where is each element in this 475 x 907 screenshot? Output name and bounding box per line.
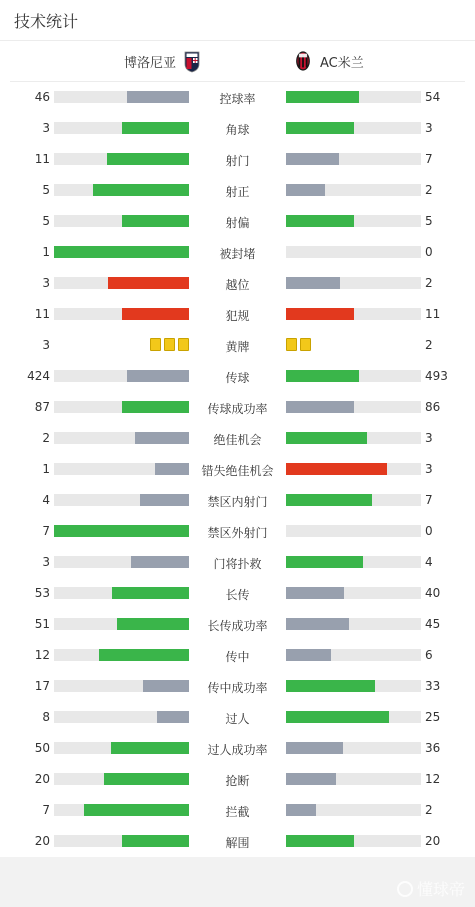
home-yellow-cards xyxy=(150,338,189,351)
home-value: 1 xyxy=(42,462,50,476)
home-bar-track xyxy=(54,370,189,382)
home-bar-track xyxy=(54,649,189,661)
home-bar-track xyxy=(54,618,189,630)
yellow-card-icon xyxy=(150,338,161,351)
stat-label: 传球 xyxy=(225,371,250,385)
home-bar-track xyxy=(54,122,189,134)
home-bar-track xyxy=(54,432,189,444)
stat-label: 角球 xyxy=(225,123,250,137)
home-bar-fill xyxy=(84,804,189,816)
stat-row xyxy=(0,640,475,671)
away-bar-track xyxy=(286,153,421,165)
away-bar-track xyxy=(286,246,421,258)
away-bar-fill xyxy=(286,463,387,475)
home-value: 12 xyxy=(34,648,50,662)
away-bar-fill xyxy=(286,711,389,723)
away-value: 11 xyxy=(425,307,441,321)
stat-row xyxy=(0,82,475,113)
stat-row xyxy=(0,764,475,795)
away-bar-fill xyxy=(286,370,359,382)
home-bar-fill xyxy=(99,649,189,661)
away-value: 5 xyxy=(425,214,433,228)
home-value: 11 xyxy=(34,307,50,321)
stat-label: 门将扑救 xyxy=(213,557,262,571)
home-bar-fill xyxy=(107,153,189,165)
stat-row xyxy=(0,268,475,299)
yellow-card-icon xyxy=(164,338,175,351)
home-bar-track xyxy=(54,277,189,289)
home-value: 3 xyxy=(42,121,50,135)
home-bar-track xyxy=(54,215,189,227)
home-value: 17 xyxy=(34,679,50,693)
stat-label: 越位 xyxy=(225,278,250,292)
home-bar-fill xyxy=(157,711,189,723)
away-bar-track xyxy=(286,122,421,134)
away-bar-track xyxy=(286,277,421,289)
stat-label: 错失绝佳机会 xyxy=(201,464,274,478)
home-bar-fill xyxy=(140,494,189,506)
away-value: 3 xyxy=(425,462,433,476)
away-bar-fill xyxy=(286,91,359,103)
home-bar-fill xyxy=(117,618,189,630)
stat-row xyxy=(0,175,475,206)
home-bar-fill xyxy=(54,246,189,258)
home-value: 53 xyxy=(34,586,50,600)
stat-label: 解围 xyxy=(225,836,250,850)
away-bar-track xyxy=(286,618,421,630)
home-bar-fill xyxy=(135,432,189,444)
away-bar-track xyxy=(286,401,421,413)
stat-row xyxy=(0,206,475,237)
home-value: 3 xyxy=(42,276,50,290)
home-bar-fill xyxy=(122,835,190,847)
away-bar-fill xyxy=(286,742,343,754)
home-bar-track xyxy=(54,711,189,723)
home-value: 424 xyxy=(27,369,50,383)
away-bar-fill xyxy=(286,277,340,289)
stat-row xyxy=(0,671,475,702)
away-bar-track xyxy=(286,463,421,475)
stat-label: 传中成功率 xyxy=(207,681,268,695)
home-team-name: 博洛尼亚 xyxy=(123,55,176,71)
away-bar-track xyxy=(286,711,421,723)
stat-row xyxy=(0,423,475,454)
away-value: 7 xyxy=(425,493,433,507)
away-team-name: AC米兰 xyxy=(320,55,364,71)
yellow-card-icon xyxy=(286,338,297,351)
stat-label: 长传 xyxy=(225,588,250,602)
away-bar-fill xyxy=(286,308,354,320)
stat-label: 射偏 xyxy=(225,216,250,230)
away-bar-track xyxy=(286,835,421,847)
ac-milan-crest-icon xyxy=(294,50,312,72)
stat-label: 长传成功率 xyxy=(207,619,268,633)
stat-row xyxy=(0,826,475,857)
home-value: 20 xyxy=(34,772,50,786)
home-value: 20 xyxy=(34,834,50,848)
home-bar-fill xyxy=(112,587,189,599)
teams-header xyxy=(10,41,465,82)
home-team[interactable] xyxy=(124,41,200,81)
home-bar-track xyxy=(54,463,189,475)
stat-row xyxy=(0,299,475,330)
home-bar-track xyxy=(54,773,189,785)
home-value: 87 xyxy=(34,400,50,414)
home-value: 50 xyxy=(34,741,50,755)
stat-label: 抢断 xyxy=(225,774,250,788)
home-bar-fill xyxy=(54,525,189,537)
away-bar-fill xyxy=(286,835,354,847)
away-bar-track xyxy=(286,525,421,537)
home-value: 11 xyxy=(34,152,50,166)
home-bar-track xyxy=(54,91,189,103)
stat-label: 拦截 xyxy=(225,805,250,819)
home-bar-fill xyxy=(127,91,189,103)
away-value: 40 xyxy=(425,586,441,600)
stat-row xyxy=(0,330,475,361)
stat-row xyxy=(0,237,475,268)
away-value: 2 xyxy=(425,338,433,352)
away-bar-fill xyxy=(286,680,375,692)
stat-label: 控球率 xyxy=(219,92,256,106)
home-bar-fill xyxy=(122,308,190,320)
home-value: 3 xyxy=(42,338,50,352)
stat-label: 被封堵 xyxy=(219,247,256,261)
home-bar-track xyxy=(54,494,189,506)
away-value: 20 xyxy=(425,834,441,848)
away-value: 7 xyxy=(425,152,433,166)
away-value: 86 xyxy=(425,400,441,414)
stat-row xyxy=(0,454,475,485)
page-header xyxy=(0,0,475,41)
stat-row xyxy=(0,578,475,609)
stat-row xyxy=(0,733,475,764)
away-bar-fill xyxy=(286,587,344,599)
away-value: 2 xyxy=(425,803,433,817)
away-bar-track xyxy=(286,649,421,661)
away-yellow-cards xyxy=(286,338,311,351)
home-value: 5 xyxy=(42,214,50,228)
stat-row xyxy=(0,609,475,640)
stat-row xyxy=(0,702,475,733)
away-value: 493 xyxy=(425,369,448,383)
home-bar-track xyxy=(54,308,189,320)
home-bar-fill xyxy=(122,401,190,413)
home-bar-fill xyxy=(104,773,189,785)
away-value: 3 xyxy=(425,121,433,135)
dongqiudi-logo-icon xyxy=(397,881,413,897)
away-bar-track xyxy=(286,680,421,692)
stat-row xyxy=(0,361,475,392)
away-bar-track xyxy=(286,494,421,506)
stat-row xyxy=(0,547,475,578)
home-value: 51 xyxy=(34,617,50,631)
away-value: 0 xyxy=(425,524,433,538)
watermark-text: 懂球帝 xyxy=(416,880,465,899)
home-bar-fill xyxy=(143,680,189,692)
home-bar-track xyxy=(54,556,189,568)
away-value: 0 xyxy=(425,245,433,259)
away-bar-fill xyxy=(286,432,367,444)
page-title: 技术统计 xyxy=(14,11,79,31)
away-bar-track xyxy=(286,184,421,196)
bologna-crest-icon xyxy=(184,49,200,73)
away-team[interactable] xyxy=(294,41,364,81)
away-bar-fill xyxy=(286,215,354,227)
stat-label: 过人 xyxy=(225,712,250,726)
home-bar-fill xyxy=(131,556,189,568)
home-bar-fill xyxy=(111,742,189,754)
away-bar-fill xyxy=(286,122,354,134)
stat-label: 传球成功率 xyxy=(207,402,268,416)
home-value: 5 xyxy=(42,183,50,197)
away-bar-track xyxy=(286,804,421,816)
away-bar-track xyxy=(286,742,421,754)
home-value: 1 xyxy=(42,245,50,259)
stat-row xyxy=(0,485,475,516)
away-bar-fill xyxy=(286,773,336,785)
home-value: 8 xyxy=(42,710,50,724)
away-bar-fill xyxy=(286,804,316,816)
away-value: 25 xyxy=(425,710,441,724)
stat-label: 禁区内射门 xyxy=(207,495,268,509)
away-bar-track xyxy=(286,773,421,785)
home-bar-track xyxy=(54,246,189,258)
home-bar-track xyxy=(54,401,189,413)
home-bar-track xyxy=(54,184,189,196)
away-bar-fill xyxy=(286,494,372,506)
away-bar-track xyxy=(286,556,421,568)
home-bar-track xyxy=(54,742,189,754)
stat-label: 犯规 xyxy=(225,309,250,323)
away-bar-fill xyxy=(286,153,339,165)
away-bar-fill xyxy=(286,401,354,413)
yellow-card-icon xyxy=(178,338,189,351)
stat-label: 黄牌 xyxy=(225,340,250,354)
stat-row xyxy=(0,144,475,175)
away-value: 54 xyxy=(425,90,441,104)
home-bar-fill xyxy=(122,122,190,134)
away-value: 4 xyxy=(425,555,433,569)
watermark xyxy=(397,877,465,900)
home-bar-track xyxy=(54,835,189,847)
home-bar-fill xyxy=(122,215,190,227)
stat-label: 射正 xyxy=(225,185,250,199)
home-bar-track xyxy=(54,525,189,537)
away-value: 2 xyxy=(425,276,433,290)
home-value: 4 xyxy=(42,493,50,507)
home-value: 46 xyxy=(34,90,50,104)
home-value: 7 xyxy=(42,803,50,817)
home-bar-track xyxy=(54,587,189,599)
away-value: 36 xyxy=(425,741,441,755)
home-bar-track xyxy=(54,680,189,692)
away-bar-track xyxy=(286,370,421,382)
stat-label: 禁区外射门 xyxy=(207,526,268,540)
away-bar-track xyxy=(286,308,421,320)
home-bar-fill xyxy=(108,277,189,289)
away-value: 3 xyxy=(425,431,433,445)
away-value: 12 xyxy=(425,772,441,786)
home-bar-fill xyxy=(93,184,189,196)
home-value: 7 xyxy=(42,524,50,538)
footer xyxy=(0,857,475,907)
away-bar-track xyxy=(286,91,421,103)
away-bar-fill xyxy=(286,649,331,661)
away-value: 45 xyxy=(425,617,441,631)
home-bar-fill xyxy=(127,370,189,382)
away-bar-track xyxy=(286,587,421,599)
home-value: 3 xyxy=(42,555,50,569)
yellow-card-icon xyxy=(300,338,311,351)
stat-row xyxy=(0,392,475,423)
stat-label: 传中 xyxy=(225,650,250,664)
away-bar-track xyxy=(286,432,421,444)
away-bar-fill xyxy=(286,618,349,630)
home-bar-track xyxy=(54,153,189,165)
stat-label: 射门 xyxy=(225,154,250,168)
away-bar-fill xyxy=(286,184,325,196)
stat-label: 过人成功率 xyxy=(207,743,268,757)
away-bar-fill xyxy=(286,556,363,568)
away-value: 33 xyxy=(425,679,441,693)
away-value: 6 xyxy=(425,648,433,662)
stat-label: 绝佳机会 xyxy=(213,433,262,447)
stat-row xyxy=(0,516,475,547)
away-bar-track xyxy=(286,215,421,227)
stat-row xyxy=(0,113,475,144)
away-value: 2 xyxy=(425,183,433,197)
home-bar-track xyxy=(54,804,189,816)
stats-list xyxy=(0,82,475,857)
home-bar-fill xyxy=(155,463,189,475)
home-value: 2 xyxy=(42,431,50,445)
stat-row xyxy=(0,795,475,826)
